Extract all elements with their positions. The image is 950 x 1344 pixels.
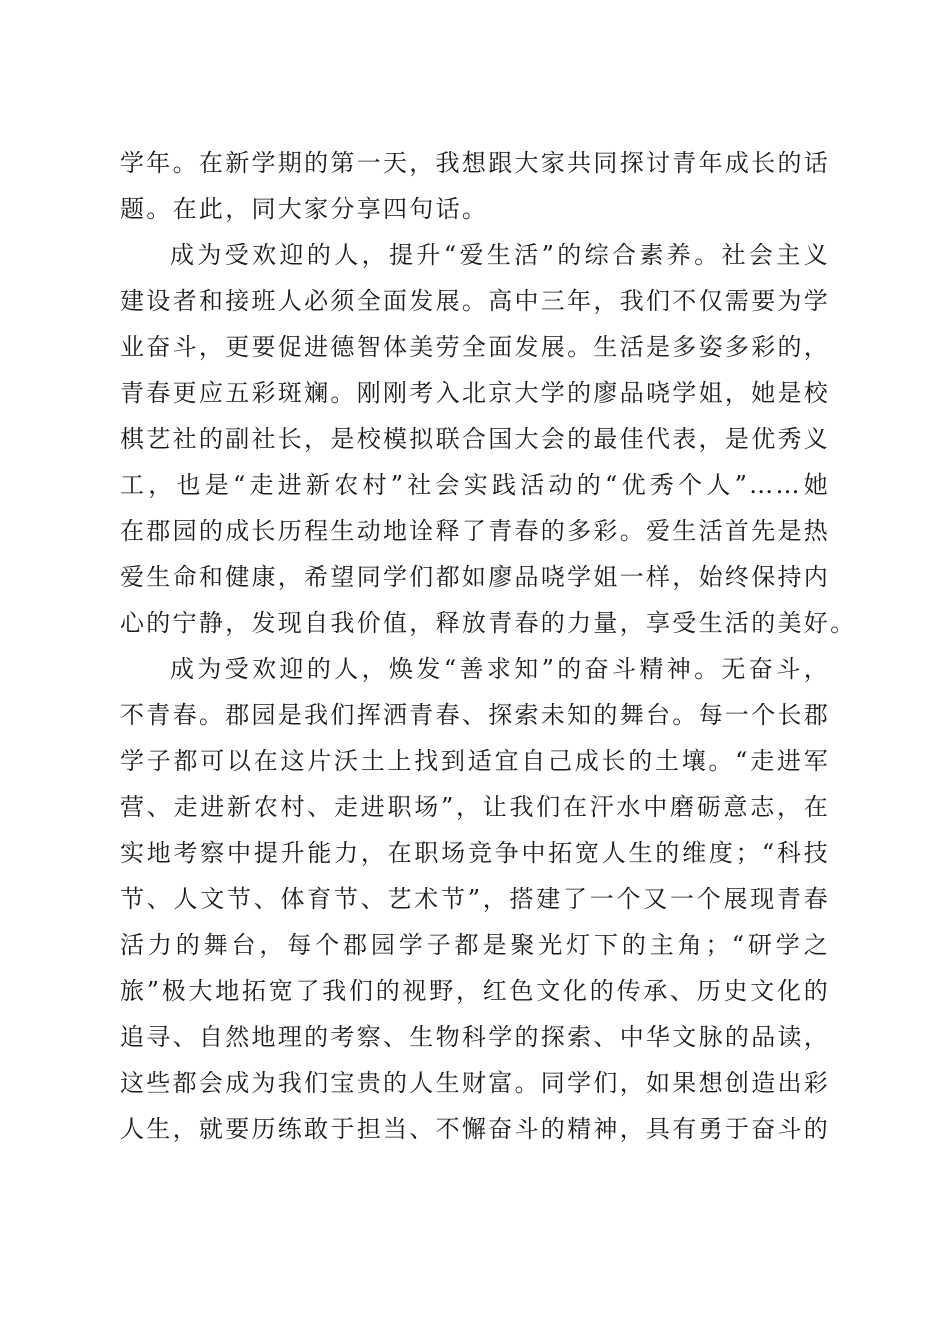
text-line: 成为受欢迎的人，提升“爱生活”的综合素养。社会主义	[170, 241, 830, 269]
text-line: 工，也是“走进新农村”社会实践活动的“优秀个人”……她	[120, 471, 830, 499]
text-line: 人生，就要历练敢于担当、不懈奋斗的精神，具有勇于奋斗的	[120, 1115, 831, 1143]
text-line: 在郡园的成长历程生动地诠释了青春的多彩。爱生活首先是热	[120, 517, 831, 545]
text-line: 这些都会成为我们宝贵的人生财富。同学们，如果想创造出彩	[120, 1069, 831, 1097]
text-line: 爱生命和健康，希望同学们都如廖品哓学姐一样，始终保持内	[120, 563, 831, 591]
document-body	[120, 140, 857, 1152]
text-line: 心的宁静，发现自我价值，释放青春的力量，享受生活的美好。	[120, 609, 857, 637]
text-line: 活力的舞台，每个郡园学子都是聚光灯下的主角；“研学之	[120, 931, 830, 959]
text-line: 追寻、自然地理的考察、生物科学的探索、中华文脉的品读，	[120, 1023, 831, 1051]
text-line: 题。在此，同大家分享四句话。	[120, 195, 489, 223]
text-line: 不青春。郡园是我们挥洒青春、探索未知的舞台。每一个长郡	[120, 701, 831, 729]
text-line: 旅”极大地拓宽了我们的视野，红色文化的传承、历史文化的	[120, 977, 830, 1005]
text-line: 营、走进新农村、走进职场”，让我们在汗水中磨砺意志，在	[120, 793, 830, 821]
text-line: 实地考察中提升能力，在职场竞争中拓宽人生的维度；“科技	[120, 839, 830, 867]
text-line: 业奋斗，更要促进德智体美劳全面发展。生活是多姿多彩的，	[120, 333, 831, 361]
text-line: 学子都可以在这片沃土上找到适宜自己成长的土壤。“走进军	[120, 747, 830, 775]
text-line: 棋艺社的副社长，是校模拟联合国大会的最佳代表，是优秀义	[120, 425, 831, 453]
text-line: 青春更应五彩斑斓。刚刚考入北京大学的廖品哓学姐，她是校	[120, 379, 831, 407]
text-line: 学年。在新学期的第一天，我想跟大家共同探讨青年成长的话	[120, 149, 831, 177]
text-line: 成为受欢迎的人，焕发“善求知”的奋斗精神。无奋斗，	[170, 655, 830, 683]
text-line: 节、人文节、体育节、艺术节”，搭建了一个又一个展现青春	[120, 885, 830, 913]
text-line: 建设者和接班人必须全面发展。高中三年，我们不仅需要为学	[120, 287, 831, 315]
